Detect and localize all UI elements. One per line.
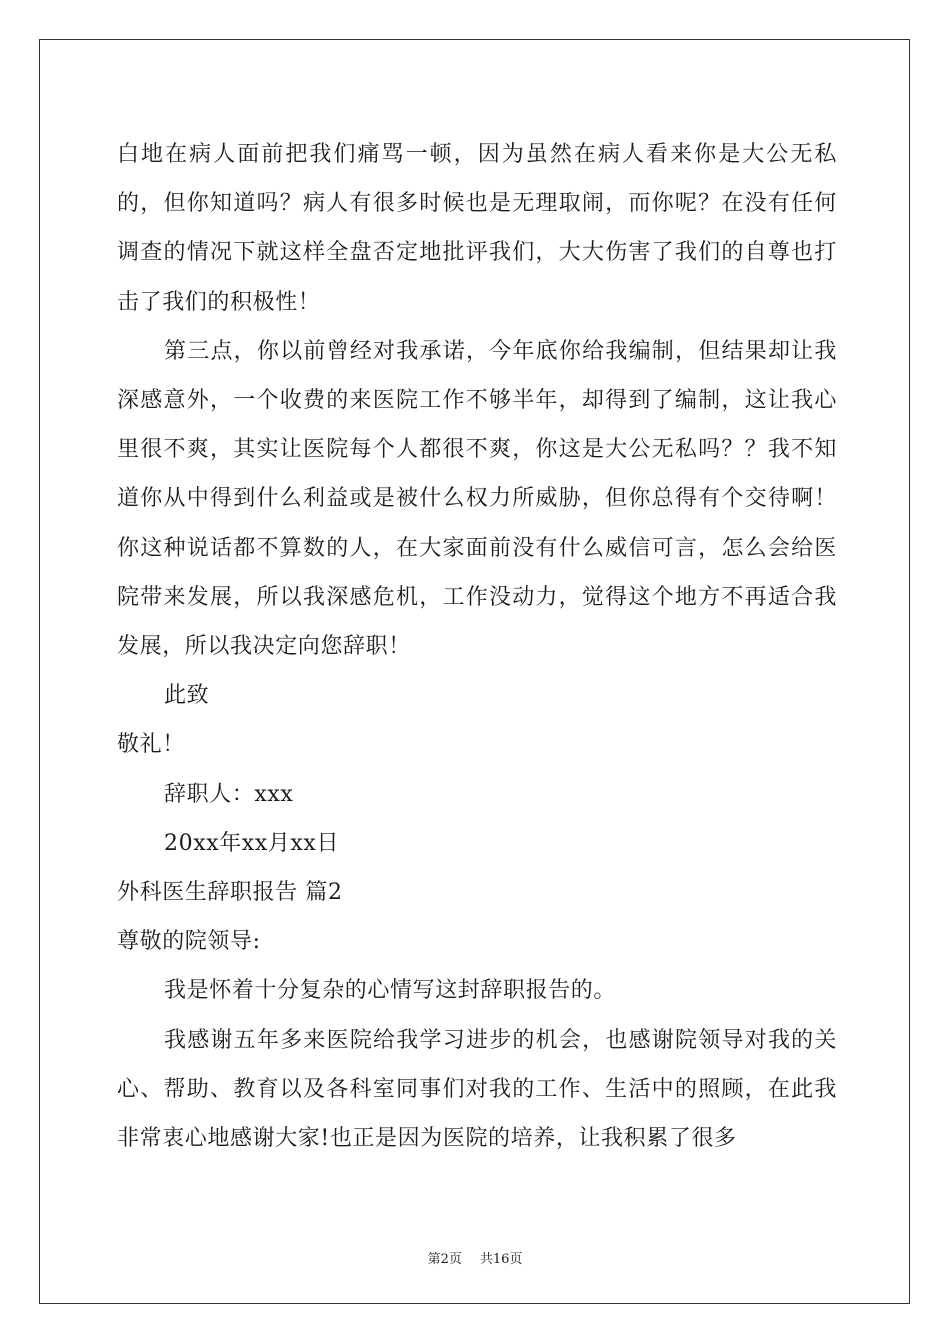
page-footer	[0, 1248, 950, 1267]
closing-regards: 敬礼！	[117, 732, 185, 758]
greeting-line: 尊敬的院领导:	[117, 929, 261, 955]
page-number: 第2页	[427, 1252, 462, 1267]
signature-line: 辞职人：xxx	[164, 781, 294, 807]
paragraph-third-point: 第三点，你以前曾经对我承诺，今年底你给我编制，但结果却让我深感意外，一个收费的来医院工作不够半年，却得到了编制，这让我心里很不爽，其实让医院每个人都很不爽，你这是大公无私吗？？我不知道你从中得到什么利益或是被什么权力所威胁，但你总得有个交待啊！你这种说话都不算数的人，在大家面前没有什么威信可言，怎么会给医院带来发展，所以我深感危机，工作没动力，觉得这个地方不再适合我发展，所以我决定向您辞职！	[117, 338, 837, 660]
date-line: 20xx年xx月xx日	[164, 830, 340, 856]
section-heading: 外科医生辞职报告 篇2	[117, 880, 343, 906]
paragraph-opening: 我是怀着十分复杂的心情写这封辞职报告的。	[164, 978, 617, 1004]
page-total: 共16页	[479, 1252, 523, 1267]
paragraph-criticism: 白地在病人面前把我们痛骂一顿，因为虽然在病人看来你是大公无私的，但你知道吗？病人有很多时候也是无理取闹，而你呢？在没有任何调查的情况下就这样全盘否定地批评我们，大大伤害了我们的自尊也打击了我们的积极性！	[117, 142, 837, 315]
paragraph-gratitude: 我感谢五年多来医院给我学习进步的机会，也感谢院领导对我的关心、帮助、教育以及各科室同事们对我的工作、生活中的照顾，在此我非常衷心地感谢大家!也正是因为医院的培养，让我积累了很多	[117, 1027, 837, 1152]
closing-salutation: 此致	[164, 683, 210, 709]
document-body	[117, 130, 837, 1163]
